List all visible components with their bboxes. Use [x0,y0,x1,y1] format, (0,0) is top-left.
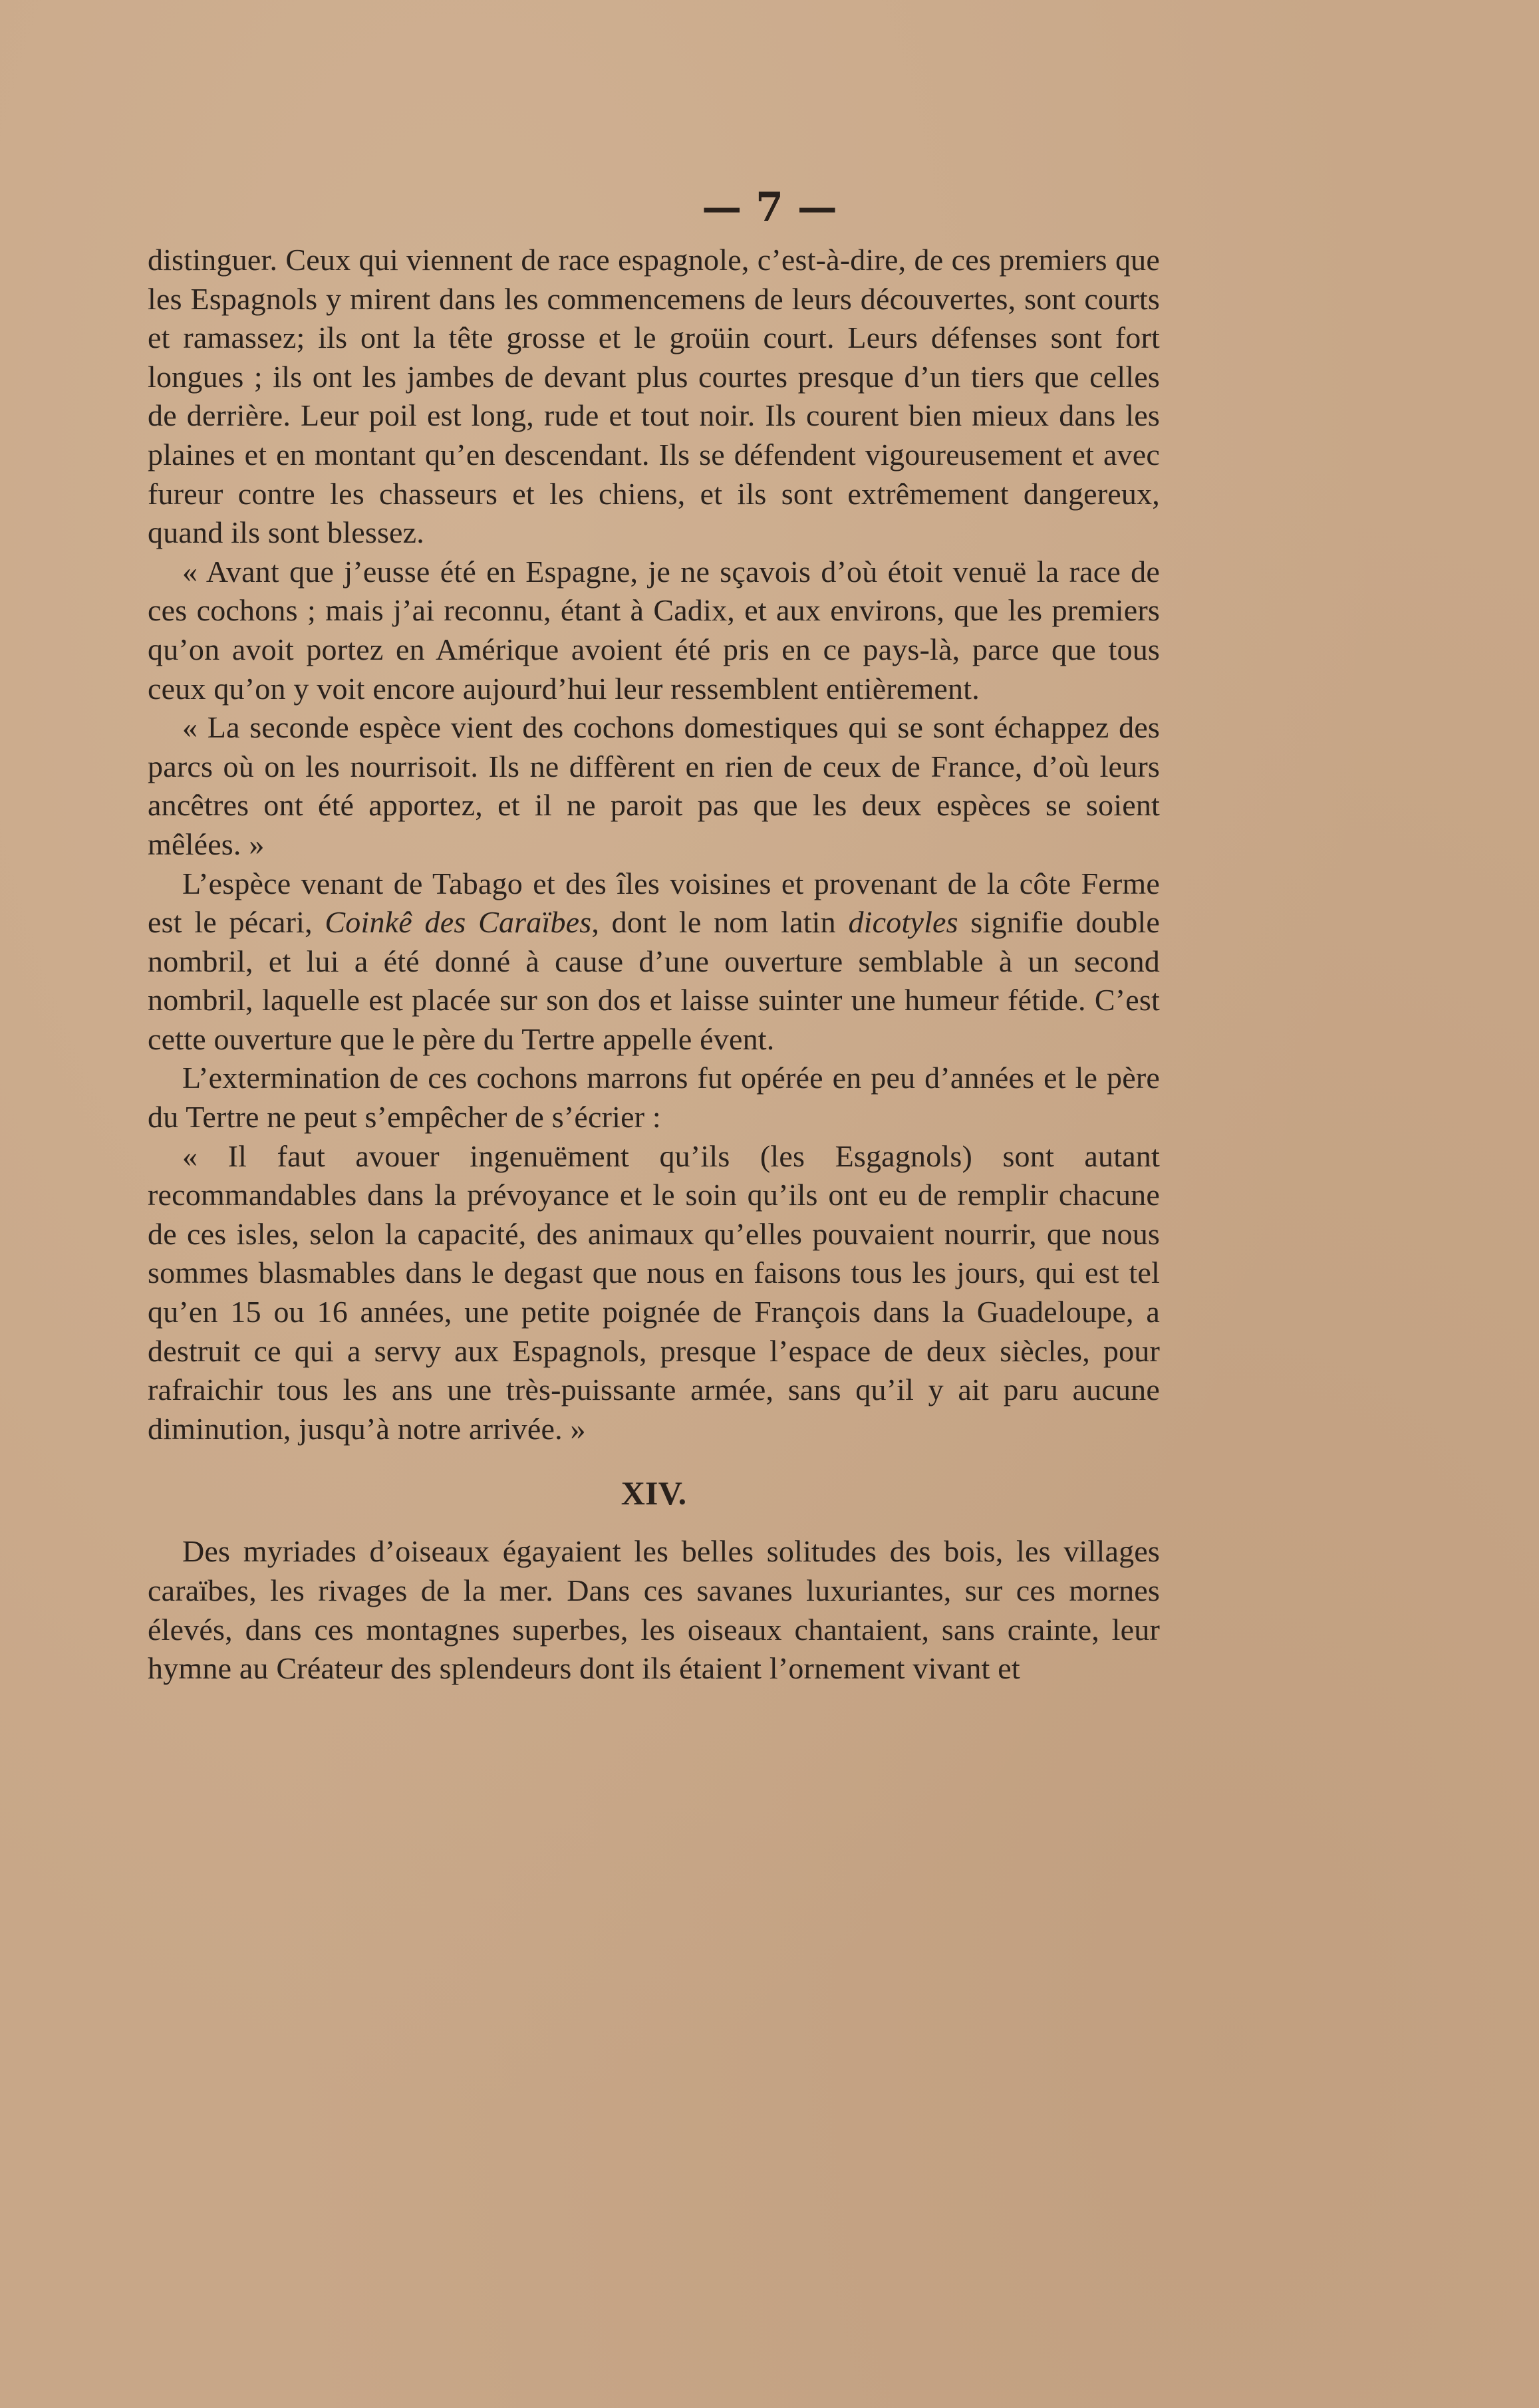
paragraph-pecari [148,865,1160,1059]
paragraph-pecari-text-2: , dont le nom latin [591,905,849,940]
body-text [148,241,1160,1688]
paragraph-oiseaux: Des myriades d’oiseaux égayaient les belles solitudes des bois, les villages caraïbes, les rivages de la mer. Dans ces savanes luxuriantes, sur ces mornes élevés, dans ces montagnes superbes, les oiseaux chantaient, sans crainte, leur hymne au Créateur des splendeurs dont ils étaient l’ornement vivant et [148,1534,1160,1686]
paragraph-extermination: L’extermination de ces cochons marrons fut opérée en peu d’années et le père du Tertre ne peut s’empêcher de s’écrier : [148,1061,1160,1135]
italic-dicotyles: dicotyles [848,905,958,940]
paragraph-continuation: distinguer. Ceux qui viennent de race espagnole, c’est-à-dire, de ces premiers que les Espagnols y mirent dans les commencemens de leurs découvertes, sont courts et ramassez; ils ont la tête grosse et le groüin court. Leurs défenses sont fort longues ; ils ont les jambes de devant plus courtes presque d’un tiers que celles de derrière. Leur poil est long, rude et tout noir. Ils courent bien mieux dans les plaines et en montant qu’en descendant. Ils se défendent vigoureusement et avec fureur contre les chasseurs et les chiens, et ils sont extrêmement dangereux, quand ils sont blessez. [148,243,1160,550]
paragraph-pecari-text-3: signifie double nombril, et lui a été donné à cause d’une ouverture semblable à un second nombril, laquelle est placée sur son dos et laisse suinter une humeur fétide. C’est cette ouverture que le père du Tertre appelle évent. [148,905,1160,1056]
paragraph-pecari-text-1: L’espèce venant de Tabago et des îles voisines et provenant de la côte Ferme est le pécari, [148,866,1160,940]
paragraph-quote-avant: « Avant que j’eusse été en Espagne, je ne sçavois d’où étoit venuë la race de ces cochons ; mais j’ai reconnu, étant à Cadix, et aux environs, que les premiers qu’on avoit portez en Amérique avoient été pris en ce pays-là, parce que tous ceux qu’on y voit encore aujourd’hui leur ressemblent entièrement. [148,554,1160,706]
page-number: — 7 — [702,184,837,231]
italic-coinke: Coinkê des Caraïbes [325,905,592,940]
section-heading-xiv: XIV. [621,1474,687,1512]
paragraph-quote-seconde-espece: « La seconde espèce vient des cochons domestiques qui se sont échappez des parcs où on les nourrisoit. Ils ne diffèrent en rien de ceux de France, d’où leurs ancêtres ont été apportez, et il ne paroit pas que les deux espèces se soient mêlées. » [148,710,1160,861]
paragraph-quote-il-faut: « Il faut avouer ingenuëment qu’ils (les Esgagnols) sont autant recommandables dans la prévoyance et le soin qu’ils ont eu de remplir chacune de ces isles, selon la capacité, des animaux qu’elles pouvaient nourrir, que nous sommes blasmables dans le degast que nous en faisons tous les jours, qui est tel qu’en 15 ou 16 années, une petite poignée de François dans la Guadeloupe, a destruit ce qui a servy aux Espagnols, presque l’espace de deux siècles, pour rafraichir tous les ans une très-puissante armée, sans qu’il y ait paru aucune diminution, jusqu’à notre arrivée. » [148,1138,1160,1446]
